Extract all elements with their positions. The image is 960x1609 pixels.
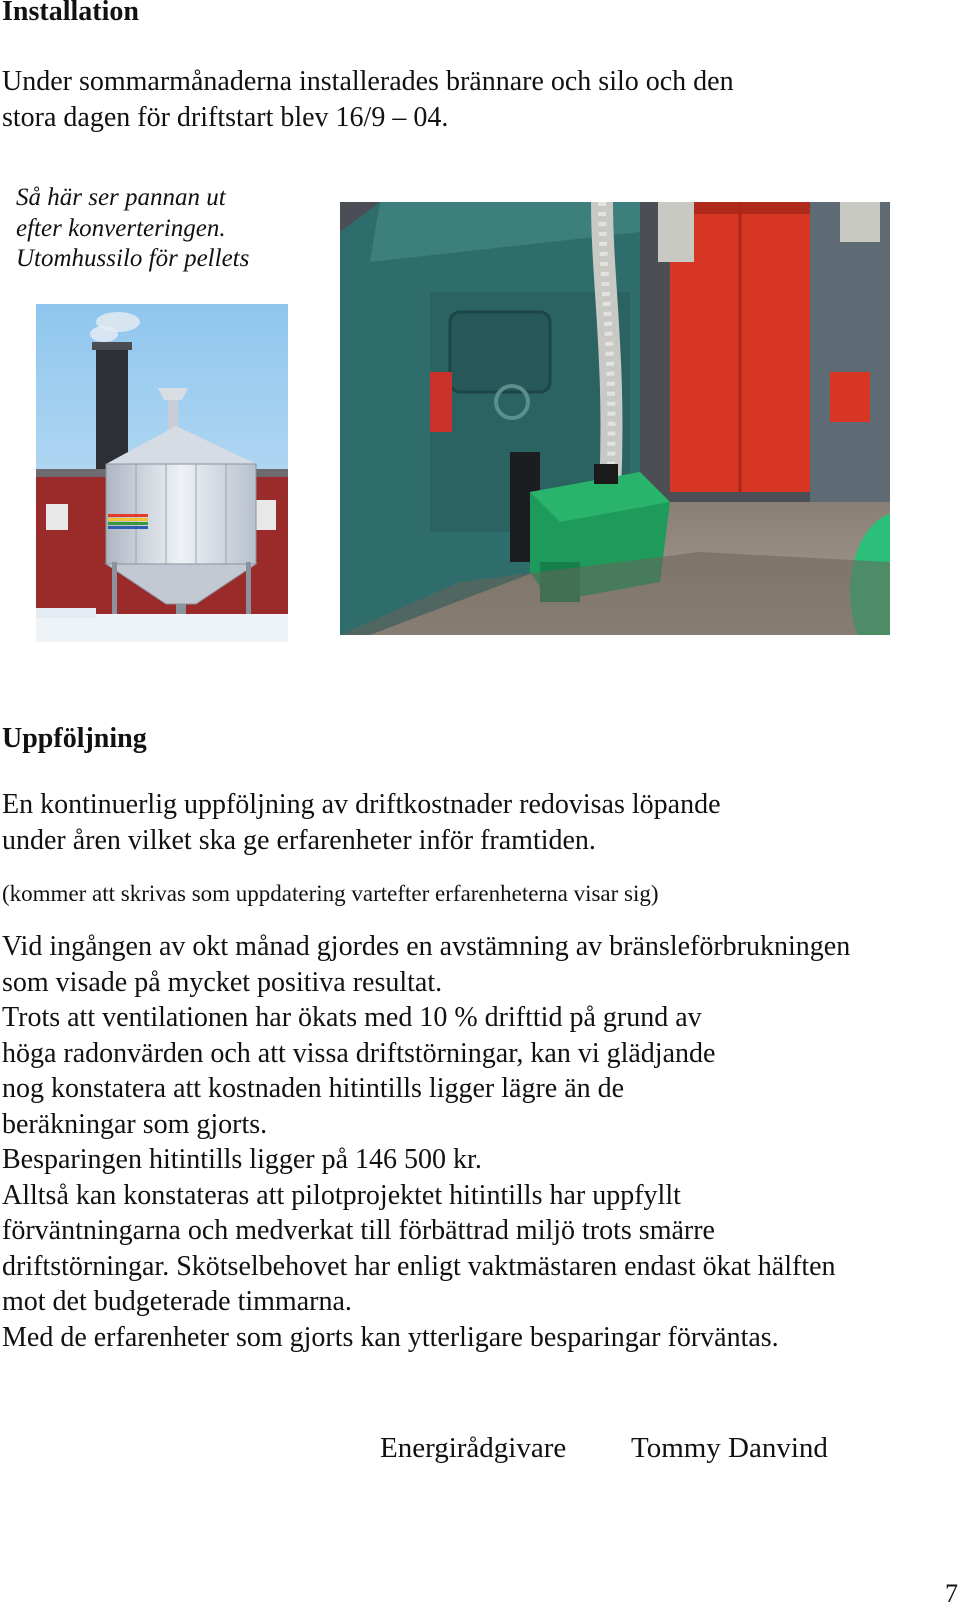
text-line: En kontinuerlig uppföljning av driftkostnader redovisas löpande [2, 789, 721, 820]
text-line: Alltså kan konstateras att pilotprojektet hitintills har uppfyllt [2, 1179, 681, 1211]
signature-role: Energirådgivare [380, 1432, 567, 1464]
heading-installation: Installation [2, 0, 139, 27]
text-line: förväntningarna och medverkat till förbättrad miljö trots smärre [2, 1215, 715, 1246]
text-line: mot det budgeterade timmarna. [2, 1286, 352, 1317]
text-line: under åren vilket ska ge erfarenheter inför framtiden. [2, 824, 596, 856]
followup-intro [2, 787, 721, 858]
text-line: Besparingen hitintills ligger på 146 500 kr. [2, 1144, 482, 1175]
text-line: Med de erfarenheter som gjorts kan ytterligare besparingar förväntas. [2, 1321, 779, 1353]
followup-body [2, 929, 850, 1355]
silo-photo [36, 304, 288, 642]
signature-name: Tommy Danvind [631, 1432, 828, 1464]
text-line: beräkningar som gjorts. [2, 1108, 268, 1140]
followup-note: (kommer att skrivas som uppdatering vartefter erfarenheterna visar sig) [2, 881, 659, 906]
text-line: höga radonvärden och att vissa driftstörningar, kan vi glädjande [2, 1037, 716, 1069]
heading-uppfoljning: Uppföljning [2, 723, 147, 754]
photo-caption [16, 183, 249, 275]
installation-paragraph [2, 64, 734, 135]
text-line: Vid ingången av okt månad gjordes en avstämning av bränsleförbrukningen [2, 931, 851, 962]
caption-line: Utomhussilo för pellets [16, 245, 250, 272]
caption-line: Så här ser pannan ut [16, 184, 226, 211]
text-line: nog konstatera att kostnaden hitintills ligger lägre än de [2, 1073, 625, 1104]
boiler-photo [340, 202, 890, 635]
text-line: stora dagen för driftstart blev 16/9 – 04. [2, 101, 449, 133]
text-line: som visade på mycket positiva resultat. [2, 966, 443, 998]
caption-line: efter konverteringen. [16, 214, 226, 242]
page-number: 7 [945, 1579, 958, 1608]
text-line: Under sommarmånaderna installerades brännare och silo och den [2, 66, 734, 97]
text-line: driftstörningar. Skötselbehovet har enligt vaktmästaren endast ökat hälften [2, 1250, 836, 1282]
text-line: Trots att ventilationen har ökats med 10 % drifttid på grund av [2, 1002, 702, 1033]
